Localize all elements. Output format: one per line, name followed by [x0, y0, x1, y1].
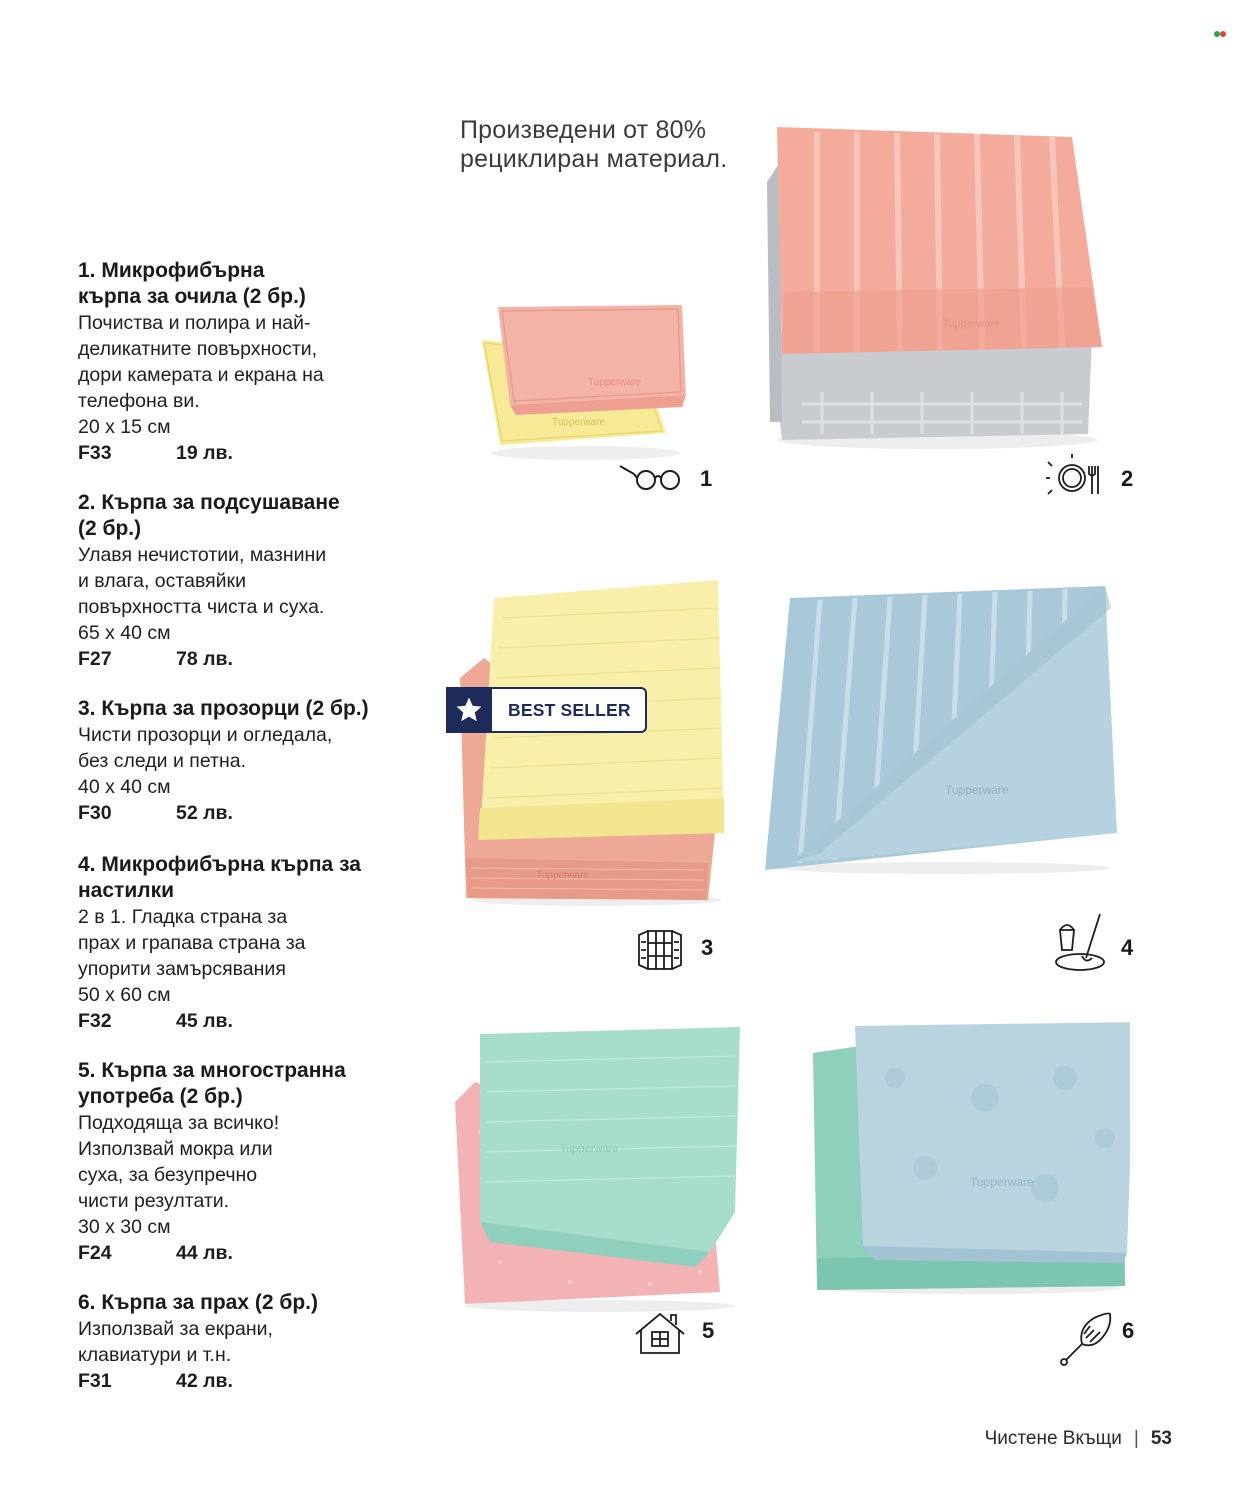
product-code-price [78, 1368, 438, 1394]
product-code: F33 [78, 442, 112, 464]
product-size: 30 x 30 см [78, 1216, 171, 1238]
best-seller-badge [446, 687, 647, 733]
product-price: 45 лв. [176, 1010, 233, 1032]
product-5 [78, 1058, 438, 1266]
product-size: 50 x 60 см [78, 984, 171, 1006]
product-title: 2. Кърпа за подсушаване [78, 491, 340, 514]
product-code-price [78, 440, 438, 466]
feather-duster-icon [1056, 1308, 1114, 1370]
product-description: прах и грапава страна за [78, 932, 306, 954]
recycled-material-tagline [460, 116, 727, 174]
product-size: 20 x 15 см [78, 416, 171, 438]
product-description: телефона ви. [78, 390, 200, 412]
product-description: Използвай мокра или [78, 1138, 273, 1160]
product-code-price [78, 1008, 438, 1034]
badge-label: BEST SELLER [508, 699, 631, 720]
house-icon [633, 1310, 687, 1356]
product-price: 44 лв. [176, 1242, 233, 1264]
star-icon [446, 687, 492, 733]
product-description: 2 в 1. Гладка страна за [78, 906, 288, 928]
product-title: 3. Кърпа за прозорци (2 бр.) [78, 697, 369, 720]
page-number: 53 [1150, 1428, 1172, 1449]
drying-towel-image [762, 122, 1110, 452]
image-number-3: 3 [701, 935, 714, 960]
product-code: F30 [78, 802, 112, 824]
section-name: Чистене Вкъщи [984, 1428, 1122, 1449]
product-description: повърхността чиста и суха. [78, 596, 325, 618]
plate-cutlery-icon [1046, 452, 1104, 500]
product-description: клавиатури и т.н. [78, 1344, 232, 1366]
multipurpose-cloth-image [450, 1022, 745, 1314]
product-description: и влага, оставяйки [78, 570, 246, 592]
glasses-cloth-image [470, 295, 700, 465]
image-number-6: 6 [1122, 1318, 1135, 1343]
product-2 [78, 490, 438, 672]
brand-embossing: Tupperware [588, 377, 641, 388]
footer-separator: | [1133, 1428, 1139, 1449]
image-number-1: 1 [700, 466, 713, 491]
brand-embossing: Tupperware [942, 318, 1001, 330]
product-price: 42 лв. [176, 1370, 233, 1392]
product-title: кърпа за очила (2 бр.) [78, 285, 306, 308]
product-6 [78, 1290, 438, 1394]
product-title: 4. Микрофибърна кърпа за [78, 853, 361, 876]
brand-mark-icon [1214, 30, 1226, 38]
product-description: упорити замърсявания [78, 958, 286, 980]
product-description: суха, за безупречно [78, 1164, 258, 1186]
product-description: Улавя нечистотии, мазнини [78, 544, 327, 566]
page-footer [985, 1428, 1172, 1450]
image-number-4: 4 [1121, 935, 1134, 960]
image-number-2: 2 [1121, 466, 1134, 491]
product-description: Чисти прозорци и огледала, [78, 724, 333, 746]
product-description: Почиства и полира и най- [78, 312, 311, 334]
product-code: F32 [78, 1010, 112, 1032]
product-title: употреба (2 бр.) [78, 1085, 243, 1108]
window-icon [636, 928, 684, 972]
brand-embossing: Tupperware [945, 783, 1009, 797]
image-number-5: 5 [702, 1318, 715, 1343]
brand-embossing: Tupperware [970, 1175, 1034, 1189]
product-title: 6. Кърпа за прах (2 бр.) [78, 1291, 319, 1314]
product-1 [78, 258, 438, 466]
brand-embossing: Tupperware [552, 417, 605, 428]
brand-embossing: Tupperware [536, 870, 589, 881]
product-price: 52 лв. [176, 802, 233, 824]
mop-bucket-icon [1052, 910, 1108, 972]
dust-cloth-image [805, 1018, 1130, 1296]
product-size: 40 x 40 см [78, 776, 171, 798]
product-code: F27 [78, 648, 112, 670]
glasses-icon [618, 460, 684, 496]
brand-embossing: Tupperware [560, 1143, 619, 1155]
product-title: 1. Микрофибърна [78, 259, 265, 282]
product-description: деликатните повърхности, [78, 338, 318, 360]
product-title: настилки [78, 879, 174, 902]
tagline-line-2: рециклиран материал. [460, 145, 728, 173]
product-description: дори камерата и екрана на [78, 364, 324, 386]
product-price: 19 лв. [176, 442, 233, 464]
product-code: F24 [78, 1242, 112, 1264]
product-size: 65 x 40 см [78, 622, 171, 644]
product-4 [78, 852, 438, 1034]
product-3 [78, 696, 438, 826]
product-description: чисти резултати. [78, 1190, 230, 1212]
window-cloth-image [456, 578, 732, 908]
product-title: 5. Кърпа за многостранна [78, 1059, 346, 1082]
product-description: Използвай за екрани, [78, 1318, 273, 1340]
product-code-price [78, 1240, 438, 1266]
product-code: F31 [78, 1370, 112, 1392]
product-title: (2 бр.) [78, 517, 142, 540]
product-description: Подходяща за всичко! [78, 1112, 280, 1134]
product-description: без следи и петна. [78, 750, 246, 772]
floor-cloth-image [760, 578, 1122, 878]
product-price: 78 лв. [176, 648, 233, 670]
product-code-price [78, 646, 438, 672]
tagline-line-1: Произведени от 80% [460, 116, 707, 144]
product-code-price [78, 800, 438, 826]
